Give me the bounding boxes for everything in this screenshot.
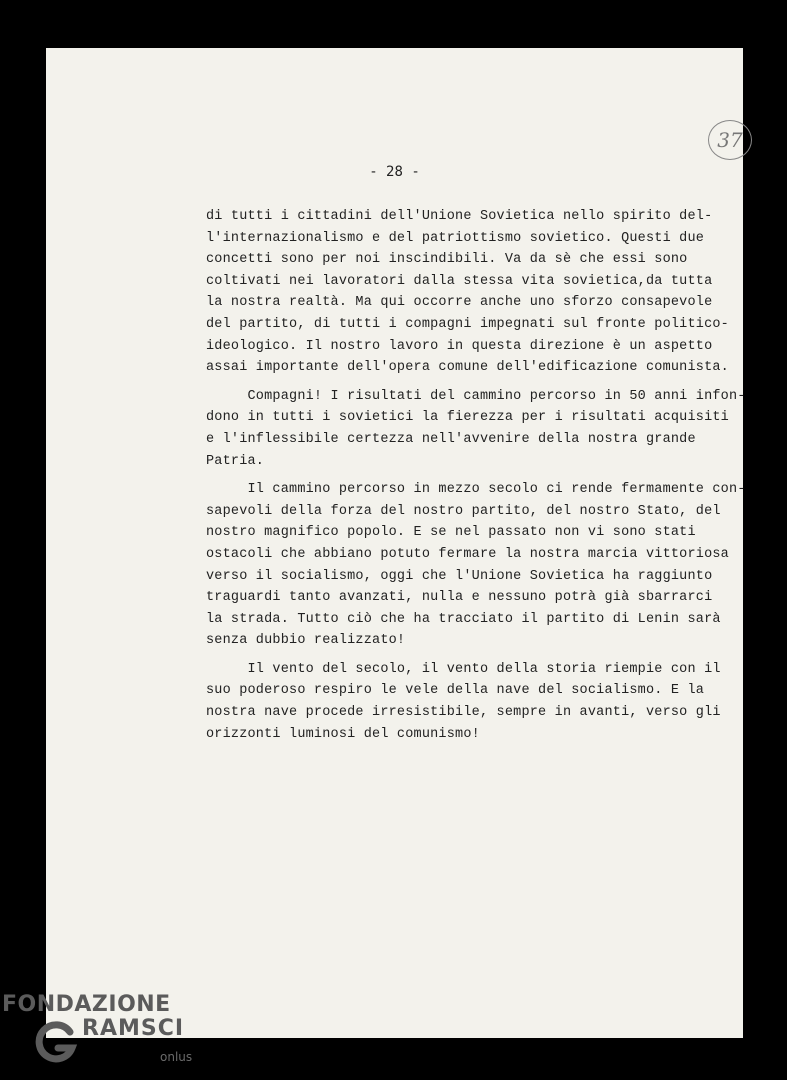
text-line: l'internazionalismo e del patriottismo sovietico. Questi due: [206, 230, 705, 246]
fondazione-gramsci-logo: [2, 990, 202, 1080]
body-text: [206, 206, 776, 752]
document-page: [46, 48, 746, 1038]
text-line: traguardi tanto avanzati, nulla e nessuno potrà già sbarrarci: [206, 590, 713, 606]
paragraph: [206, 659, 776, 745]
text-line: nostro magnifico popolo. E se nel passato non vi sono stati: [206, 525, 696, 541]
text-line: e l'inflessibile certezza nell'avvenire della nostra grande: [206, 431, 696, 447]
text-line: verso il socialismo, oggi che l'Unione Sovietica ha raggiunto: [206, 568, 713, 584]
paragraph: [206, 386, 776, 472]
logo-title: FONDAZIONE: [2, 992, 171, 1017]
text-line: nostra nave procede irresistibile, sempre in avanti, verso gli: [206, 705, 721, 721]
logo-g-icon: [32, 1018, 78, 1064]
text-line: sapevoli della forza del nostro partito, del nostro Stato, del: [206, 503, 721, 519]
text-line: di tutti i cittadini dell'Unione Sovietica nello spirito del-: [206, 209, 713, 224]
text-line: ostacoli che abbiano potuto fermare la nostra marcia vittoriosa: [206, 546, 729, 562]
logo-subtitle: RAMSCI: [82, 1016, 185, 1041]
text-line: orizzonti luminosi del comunismo!: [206, 726, 480, 742]
text-line: assai importante dell'opera comune dell'edificazione comunista.: [206, 360, 729, 376]
text-line: ideologico. Il nostro lavoro in questa direzione è un aspetto: [206, 338, 713, 354]
text-line: suo poderoso respiro le vele della nave del socialismo. E la: [206, 683, 705, 699]
text-line: Il vento del secolo, il vento della storia riempie con il: [206, 661, 721, 677]
text-line: senza dubbio realizzato!: [206, 633, 406, 649]
text-line: la nostra realtà. Ma qui occorre anche uno sforzo consapevole: [206, 295, 713, 311]
page-number: - 28 -: [369, 164, 420, 180]
paragraph: [206, 479, 776, 652]
text-line: la strada. Tutto ciò che ha tracciato il partito di Lenin sarà: [206, 611, 721, 627]
text-line: concetti sono per noi inscindibili. Va da sè che essi sono: [206, 252, 688, 268]
text-line: Compagni! I risultati del cammino percorso in 50 anni infon-: [206, 388, 746, 404]
text-line: del partito, di tutti i compagni impegnati sul fronte politico-: [206, 316, 729, 332]
text-line: Il cammino percorso in mezzo secolo ci rende fermamente con-: [206, 482, 746, 498]
text-line: dono in tutti i sovietici la fierezza per i risultati acquisiti: [206, 410, 729, 426]
paragraph: [206, 206, 776, 379]
text-line: coltivati nei lavoratori dalla stessa vita sovietica,da tutta: [206, 273, 713, 289]
folio-stamp: 37: [708, 120, 752, 160]
text-line: Patria.: [206, 453, 265, 469]
logo-onlus: onlus: [160, 1050, 193, 1064]
